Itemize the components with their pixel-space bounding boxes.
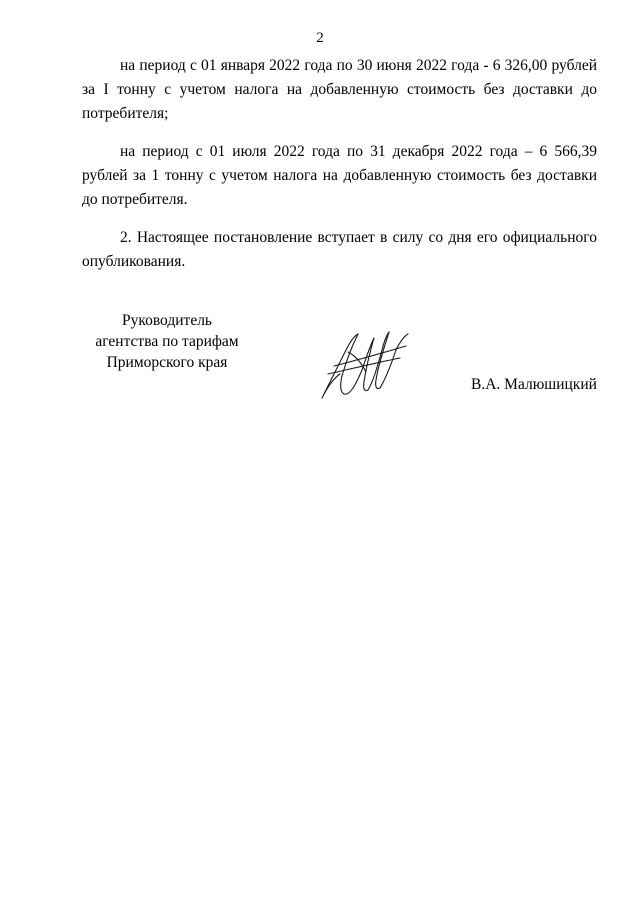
signatory-position-line: агентства по тарифам xyxy=(95,333,239,350)
signatory-name: В.А. Малюшицкий xyxy=(471,376,597,393)
paragraph-period-second-half: на период с 01 июля 2022 года по 31 декабря 2022 года – 6 566,39 рублей за 1 тонну с учетом налога на добавленную стоимость без доставки до потребителя. xyxy=(82,143,597,208)
paragraph-period-first-half: на период с 01 января 2022 года по 30 июня 2022 года - 6 326,00 рублей за I тонну с учетом налога на добавленную стоимость без доставки до потребителя; xyxy=(82,57,597,122)
paragraph-effective-date: 2. Настоящее постановление вступает в силу со дня его официального опубликования. xyxy=(82,229,597,270)
signatory-position-line: Руководитель xyxy=(121,312,213,329)
signatory-position-line: Приморского края xyxy=(106,354,228,371)
document-body xyxy=(82,54,597,288)
signatory-position xyxy=(62,310,272,373)
page-number: 2 xyxy=(316,30,324,46)
handwritten-signature xyxy=(316,322,412,400)
